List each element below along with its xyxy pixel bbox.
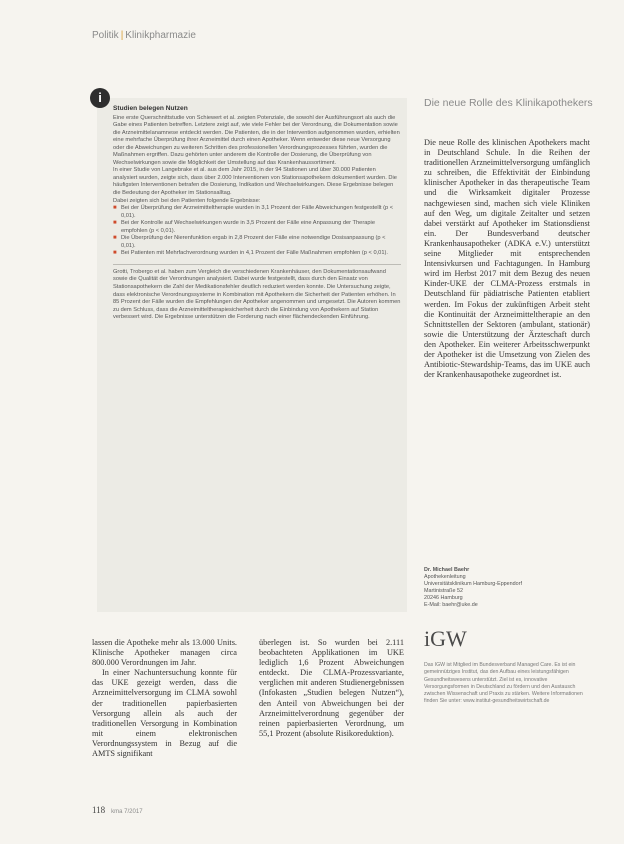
author-email: E-Mail: baehr@uke.de — [424, 602, 478, 608]
author-line: Martinistraße 52 — [424, 588, 463, 594]
results-list — [113, 205, 401, 258]
igw-description: Das IGW ist Mitglied im Bundesverband Managed Care. Es ist ein gemeinnütziges Institut, das den Aufbau eines leistungsfähigen Gesundheitswesens unterstützt. Ziel ist es, innovative Versorgungsformen in Deutschland zu fördern und den Austausch zwischen Wissenschaft und Praxis zu stärken. Weitere Informationen finden Sie unter: www.institut-gesundheitswirtschaft.de — [424, 662, 583, 705]
author-line: 20246 Hamburg — [424, 595, 463, 601]
igw-logo-text: iGW — [424, 626, 467, 650]
column-paragraph: lassen die Apotheke mehr als 13.000 Units. Klinische Apotheker managen circa 800.000 Verordnungen im Jahr. — [92, 638, 237, 668]
publication-name: kma 7/2017 — [111, 809, 143, 815]
sidebar-paragraph: Die neue Rolle des klinischen Apothekers macht in Deutschland Schule. In die Reihen der traditionellen Arzneimittelversorgung umfänglich zu schreiben, die Effektivität der Einbindung klinischer Apotheker in das therapeutische Team und die Wirksamkeit digitaler Prozesse nachgewiesen sind, machen sich viele Kliniken auf den Weg, um digitale Zeitalter und setzen dabei verstärkt auf Apotheker im Stationsdienst ein. Der Bundesverband deutscher Krankenhausapotheker (ADKA e.V.) unterstützt seine Mitglieder mit entsprechenden Intensivkursen und Fachtagungen. In Hamburg wird im Herbst 2017 mit dem Bezug des neuen Kinder-UKE der CLMA-Prozess erstmals in Deutschland für pädiatrische Patienten etabliert werden. Im Fokus der zukünftigen Arbeit steht die Kontinuität der Arzneimitteltherapie an den Schnittstellen der Sektoren (ambulant, stationär) sowie die Unterstützung der Ärzteschaft durch den Apotheker. Ein weiterer Arbeitsschwerpunkt der Apotheker ist die Umsetzung von Zielen des Antibiotic-Stewardship-Teams, das im UKE auch der Krankenhausapotheke zugeordnet ist. — [424, 138, 590, 380]
author-block — [424, 567, 594, 609]
author-line: Universitätsklinikum Hamburg-Eppendorf — [424, 581, 522, 587]
infobox-grotti: Grotti, Trobergo et al. haben zum Vergleich die verschiedenen Krankenhäuser, den Dokumentationsaufwand sowie die Qualität der Verordnungen analysiert. Dabei wurde festgestellt, dass durch den Einsatz von Stationsapothekern die Zahl der Medikationsfehler deutlich reduziert werden konnte. Die Untersuchung zeigte, dass elektronische Verordnungssysteme in Kombination mit Apothekern die Sicherheit der Patienten erhöhen. In 85 Prozent der Fälle wurden die Empfehlungen der Apotheker angenommen und umgesetzt. Die Autoren kommen zu dem Schluss, dass die Arzneimitteltherapiesicherheit durch die Einbindung von Apothekern auf Station verbessert wird. Die Ergebnisse unterstützen die Forderung nach einer flächendeckenden Einführung. — [113, 268, 401, 321]
body-column-1 — [92, 638, 237, 778]
igw-logo — [424, 626, 484, 650]
info-icon: i — [90, 88, 110, 108]
infobox-divider — [113, 264, 401, 265]
sidebar-body — [424, 138, 590, 560]
column-paragraph: überlegen ist. So wurden bei 2.111 beobachteten Applikationen im UKE lediglich 1,6 Prozent Abweichungen entdeckt. Die CLMA-Prozessvariante, verglichen mit anderen Studienergebnissen (Infokasten „Studien belegen Nutzen“), den Anteil von Abweichungen bei der Arzneimittelverordnung gegenüber der reinen papierbasierten Verordnung, um 55,1 Prozent (absolute Risikoreduktion). — [259, 638, 404, 738]
infobox-langebrake: In einer Studie von Langebrake et al. aus dem Jahr 2015, in der 94 Stationen und über 30.000 Patienten analysiert wurden, zeigte sich, dass über 2.000 Interventionen von Stationsapothekern dokumentiert wurden. Die häufigsten Interventionen betrafen die Dosierung, Indikation und Wechselwirkungen. Diese Ergebnisse belegen die Bedeutung der Apotheker im Stationsalltag. — [113, 167, 397, 197]
column-paragraph: In einer Nachuntersuchung konnte für das UKE gezeigt werden, dass die Arzneimittelversorgung im CLMA sowohl der traditionellen papierbasierten Versorgung allein als auch der traditionellen Versorgung in Kombination mit einem elektronischen Verordnungssystem in Bezug auf die AMTS signifikant — [92, 668, 237, 759]
author-line: Apothekenleitung — [424, 574, 466, 580]
page-number: 118 — [92, 805, 106, 815]
infobox-list-intro: Dabei zeigten sich bei den Patienten folgende Ergebnisse: — [113, 197, 261, 204]
list-item: ■ Bei der Überprüfung der Arzneimitteltherapie wurden in 3,1 Prozent der Fälle Abweichungen festgestellt (p < 0,01). — [121, 205, 401, 220]
infobox-intro: Eine erste Querschnittstudie von Schiewert et al. zeigten Potenziale, die sowohl der Ausführungsort als auch die Gabe eines Patienten betreffen. Letztere zeigt auf, wie viele Fehler bei der Verordnung, die Dokumentation sowie die Arzneimittelanamnese entdeckt werden. Die Patienten, die in der Intervention aufgenommen wurden, erhielten eine mehrfache Überprüfung ihrer Arzneimittel durch einen Apotheker. Wenn entweder diese neue Versorgung oder die Abweichungen zu weiteren Schritten des professionellen Verordnungsprozesses führten, wurden die Maßnahmen ergriffen. Dazu gehörten unter anderem die Kontrolle der Dosierung, die Überprüfung von Wechselwirkungen sowie die Möglichkeit der Umstellung auf das Krankenhaussortiment. — [113, 114, 400, 166]
section-header — [92, 30, 196, 41]
subsection-label: Klinikpharmazie — [125, 30, 196, 41]
section-label: Politik — [92, 30, 119, 41]
header-divider: | — [120, 30, 124, 41]
studies-infobox — [97, 98, 407, 612]
list-item: ■ Bei Patienten mit Mehrfachverordnung wurden in 4,1 Prozent der Fälle Maßnahmen empfohlen (p < 0,01). — [121, 250, 401, 258]
list-item: ■ Die Überprüfung der Nierenfunktion ergab in 2,8 Prozent der Fälle eine notwendige Dosisanpassung (p < 0,01). — [121, 235, 401, 250]
body-column-2 — [259, 638, 404, 778]
author-name: Dr. Michael Baehr — [424, 567, 470, 573]
infobox-title: Studien belegen Nutzen — [113, 105, 188, 112]
page-footer — [92, 805, 143, 815]
sidebar-title: Die neue Rolle des Klinikapothekers — [424, 97, 593, 109]
list-item: ■ Bei der Kontrolle auf Wechselwirkungen wurde in 3,5 Prozent der Fälle eine Anpassung der Therapie empfohlen (p < 0,01). — [121, 220, 401, 235]
